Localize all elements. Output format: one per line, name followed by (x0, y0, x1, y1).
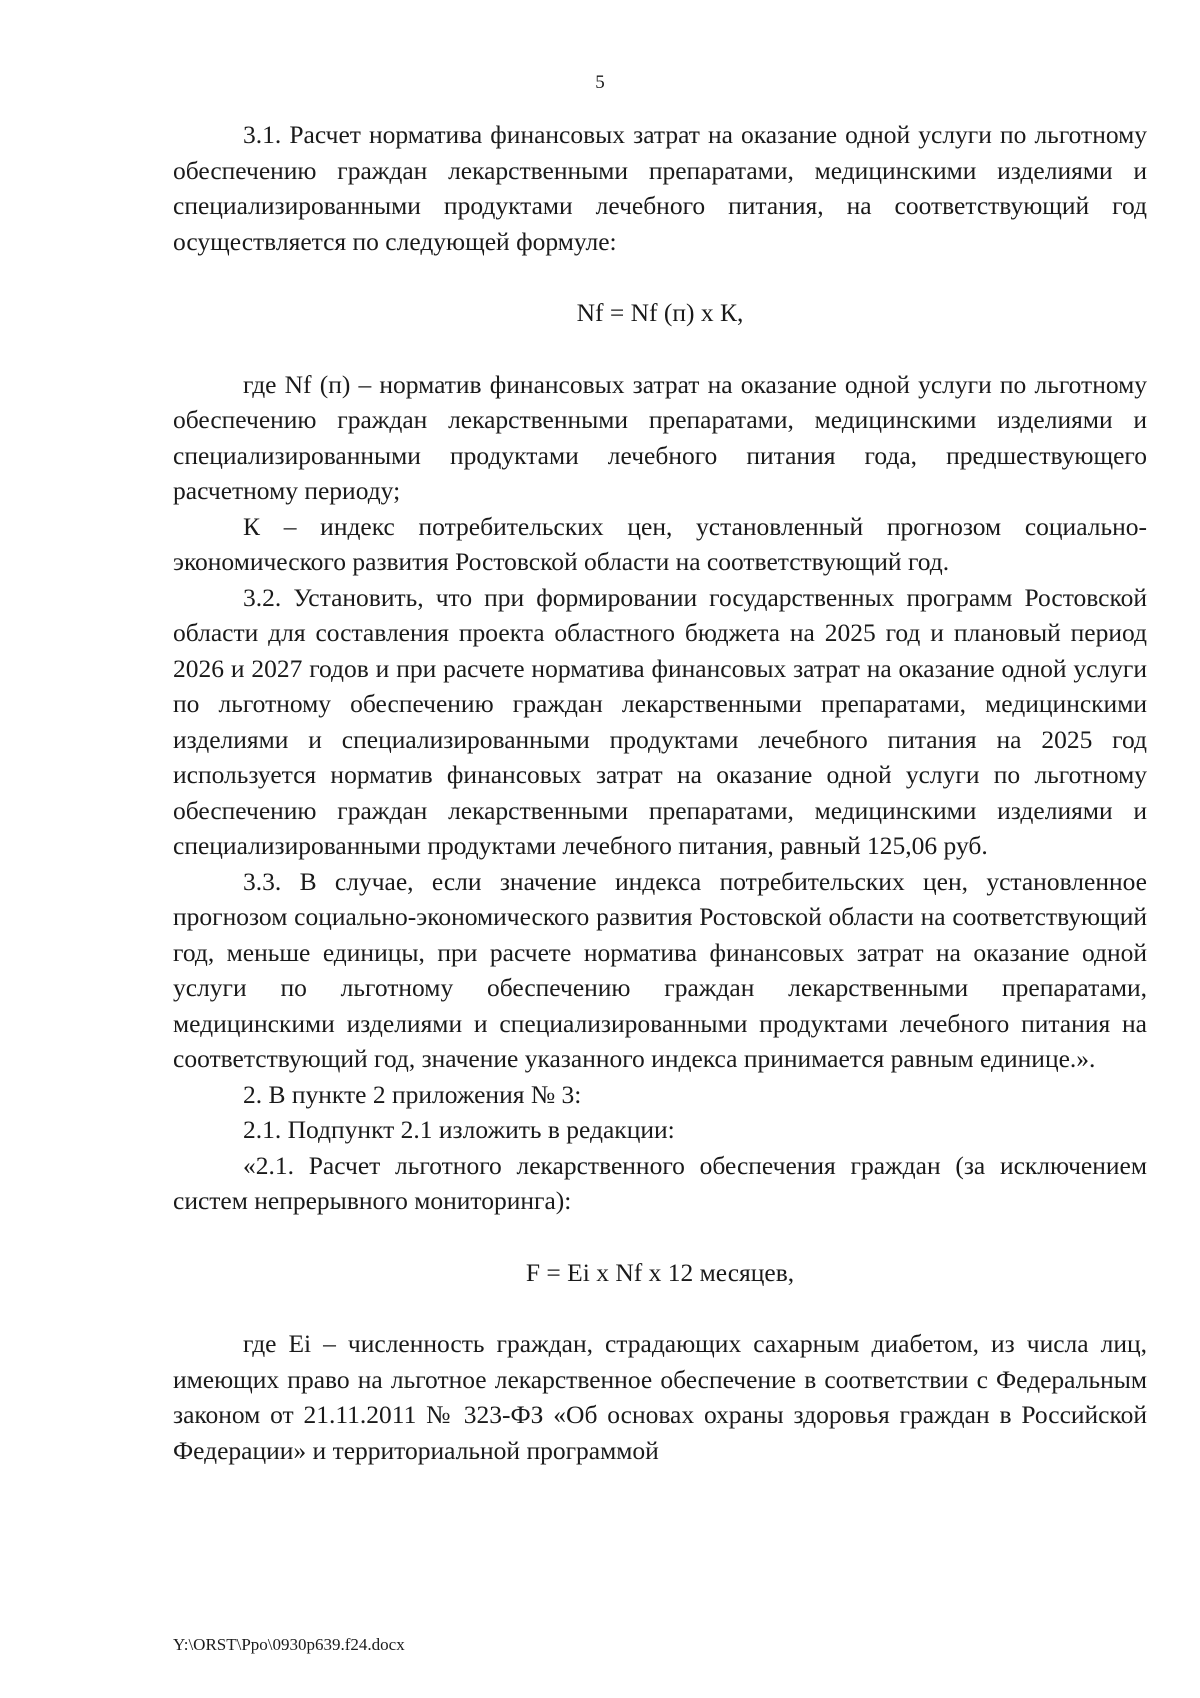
paragraph-where-k: К – индекс потребительских цен, установленный прогнозом социально-экономического развития Ростовской области на соответствующий год. (173, 511, 1147, 576)
paragraph-3-3: 3.3. В случае, если значение индекса потребительских цен, установленное прогнозом социально-экономического развития Ростовской области на соответствующий год, меньше единицы, при расчете норматива финансовых затрат на оказание одной услуги по льготному обеспечению граждан лекарственными препаратами, медицинскими изделиями и специализированными продуктами лечебного питания на соответствующий год, значение указанного индекса принимается равным единице.». (173, 866, 1147, 1073)
paragraph-2: 2. В пункте 2 приложения № 3: (243, 1079, 582, 1109)
paragraph-3-2: 3.2. Установить, что при формировании государственных программ Ростовской области для составления проекта областного бюджета на 2025 год и плановый период 2026 и 2027 годов и при расчете норматива финансовых затрат на оказание одной услуги по льготному обеспечению граждан лекарственными препаратами, медицинскими изделиями и специализированными продуктами лечебного питания на 2025 год используется норматив финансовых затрат на оказание одной услуги по льготному обеспечению граждан лекарственными препаратами, медицинскими изделиями и специализированными продуктами лечебного питания, равный 125,06 руб. (173, 582, 1147, 860)
footer-file-path: Y:\ORST\Ppo\0930p639.f24.docx (173, 1635, 405, 1654)
formula-nf: Nf = Nf (п) х К, (576, 298, 744, 327)
formula-f: F = Ei х Nf х 12 месяцев, (525, 1257, 795, 1287)
document-body (173, 117, 1147, 1468)
paragraph-3-1: 3.1. Расчет норматива финансовых затрат на оказание одной услуги по льготному обеспечению граждан лекарственными препаратами, медицинскими изделиями и специализированными продуктами лечебного питания, на соответствующий год осуществляется по следующей формуле: (173, 120, 1147, 256)
paragraph-2-1-intro: 2.1. Подпункт 2.1 изложить в редакции: (243, 1115, 675, 1144)
paragraph-where-ei: где Ei – численность граждан, страдающих сахарным диабетом, из числа лиц, имеющих право на льготное лекарственное обеспечение в соответствии с Федеральным законом от 21.11.2011 № 323-ФЗ «Об основах охраны здоровья граждан в Российской Федерации» и территориальной программой (173, 1329, 1147, 1465)
paragraph-where-nf: где Nf (п) – норматив финансовых затрат на оказание одной услуги по льготному обеспечению граждан лекарственными препаратами, медицинскими изделиями и специализированными продуктами лечебного питания года, предшествующего расчетному периоду; (173, 369, 1147, 505)
page-number: 5 (595, 72, 605, 93)
paragraph-2-1-text: «2.1. Расчет льготного лекарственного обеспечения граждан (за исключением систем непрерывного мониторинга): (173, 1150, 1147, 1215)
